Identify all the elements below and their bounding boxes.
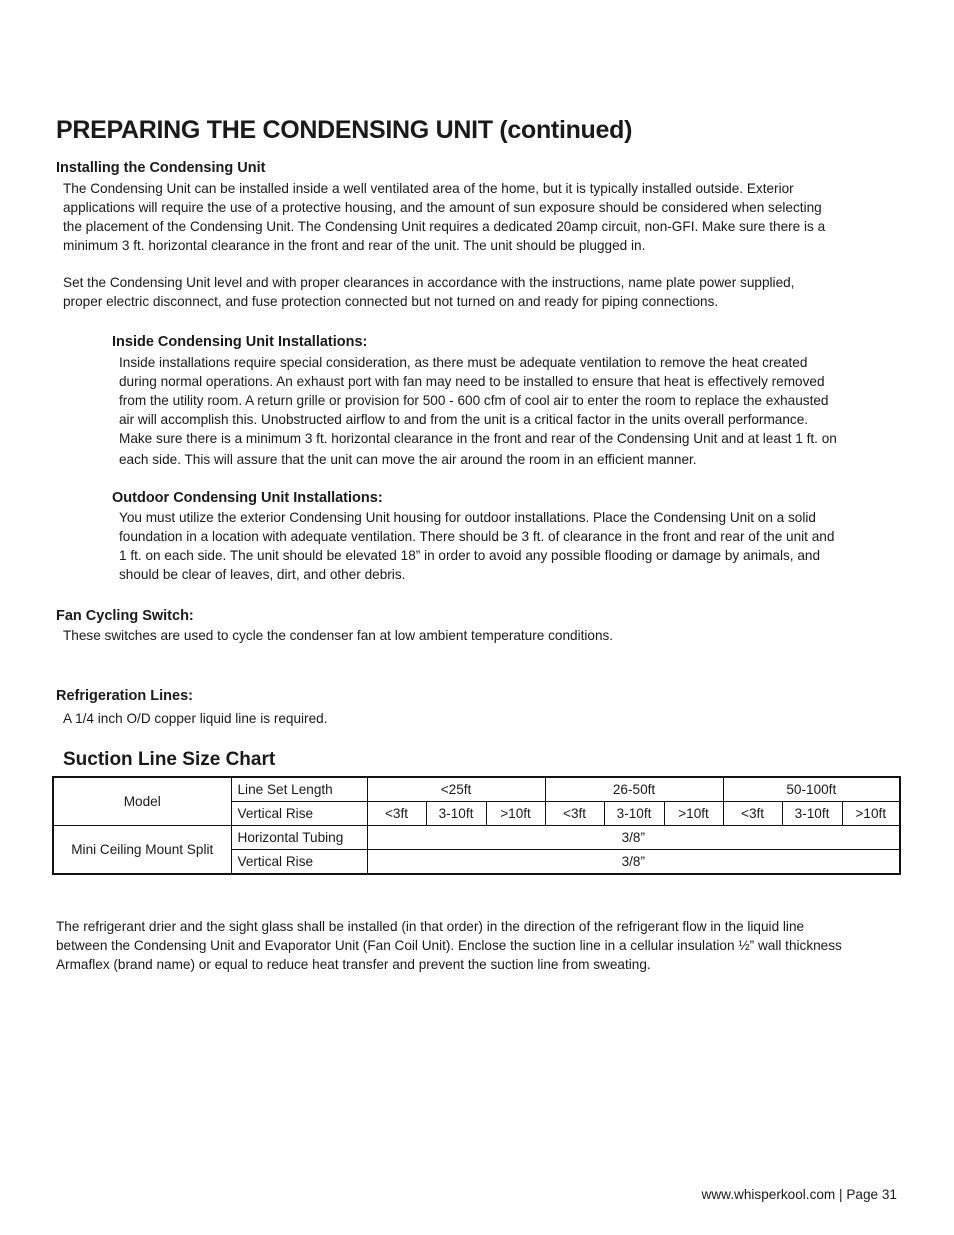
rise-cell: >10ft	[664, 802, 723, 826]
row-value: 3/8”	[367, 850, 900, 875]
table-row	[53, 777, 900, 802]
fan-heading: Fan Cycling Switch:	[56, 608, 194, 624]
page-title: PREPARING THE CONDENSING UNIT (continued)	[56, 116, 633, 144]
closing-paragraph: The refrigerant drier and the sight glass shall be installed (in that order) in the direction of the refrigerant flow in the liquid line between the Condensing Unit and Evaporator Unit (Fan Coil Unit). Enclose the suction line in a cellular insulation ½” wall thickness Armaflex (brand name) or equal to reduce heat transfer and prevent the suction line from sweating.	[56, 919, 842, 972]
line-set-length-header: Line Set Length	[231, 777, 367, 802]
rise-cell: 3-10ft	[604, 802, 664, 826]
rise-cell: >10ft	[486, 802, 545, 826]
page-footer: www.whisperkool.com | Page 31	[701, 1187, 897, 1202]
inside-paragraph: Inside installations require special consideration, as there must be adequate ventilation to remove the heat created during normal operations. An exhaust port with fan may need to be installed to ensure that heat is effectively removed from the utility room. A return grille or provision for 500 - 600 cfm of cool air to enter the room to replace the exhausted air will accomplish this. Unobstructed airflow to and from the unit is a critical factor in the units overall performance. Make sure there is a minimum 3 ft. horizontal clearance in the front and rear of the Condensing Unit and at least 1 ft. on each side. This will assure that the unit can move the air around the room in an efficient manner.	[119, 355, 837, 467]
inside-heading: Inside Condensing Unit Installations:	[112, 334, 368, 350]
rise-cell: <3ft	[545, 802, 604, 826]
fan-text: These switches are used to cycle the condenser fan at low ambient temperature conditions.	[63, 628, 614, 643]
row-label: Vertical Rise	[231, 850, 367, 875]
chart-title: Suction Line Size Chart	[63, 749, 276, 770]
length-group: <25ft	[367, 777, 545, 802]
refrigeration-heading: Refrigeration Lines:	[56, 688, 193, 704]
length-group: 50-100ft	[723, 777, 900, 802]
rise-cell: <3ft	[367, 802, 426, 826]
rise-cell: >10ft	[842, 802, 900, 826]
refrigeration-text: A 1/4 inch O/D copper liquid line is required.	[63, 711, 328, 726]
row-label: Horizontal Tubing	[231, 826, 367, 850]
installing-heading: Installing the Condensing Unit	[56, 160, 266, 176]
vertical-rise-header: Vertical Rise	[231, 802, 367, 826]
outdoor-paragraph: You must utilize the exterior Condensing Unit housing for outdoor installations. Place the Condensing Unit on a solid foundation in a location with adequate ventilation. There should be 3 ft. of clearance in the front and rear of the unit and 1 ft. on each side. The unit should be elevated 18” in order to avoid any possible flooding or damage by animals, and should be clear of leaves, dirt, and other debris.	[119, 510, 835, 582]
row-value: 3/8”	[367, 826, 900, 850]
rise-cell: 3-10ft	[782, 802, 842, 826]
suction-line-table	[52, 776, 901, 875]
model-header: Model	[53, 777, 231, 826]
installing-paragraph-2: Set the Condensing Unit level and with proper clearances in accordance with the instructions, name plate power supplied, proper electric disconnect, and fuse protection connected but not turned on and ready for piping connections.	[63, 275, 795, 309]
rise-cell: <3ft	[723, 802, 782, 826]
rise-cell: 3-10ft	[426, 802, 486, 826]
length-group: 26-50ft	[545, 777, 723, 802]
table-row	[53, 826, 900, 850]
installing-paragraph-1: The Condensing Unit can be installed inside a well ventilated area of the home, but it is typically installed outside. Exterior applications will require the use of a protective housing, and the amount of sun exposure should be considered when selecting the placement of the Condensing Unit. The Condensing Unit requires a dedicated 20amp circuit, non-GFI. Make sure there is a minimum 3 ft. horizontal clearance in the front and rear of the unit. The unit should be plugged in.	[63, 181, 826, 253]
model-name-cell: Mini Ceiling Mount Split	[53, 826, 231, 875]
outdoor-heading: Outdoor Condensing Unit Installations:	[112, 490, 383, 506]
